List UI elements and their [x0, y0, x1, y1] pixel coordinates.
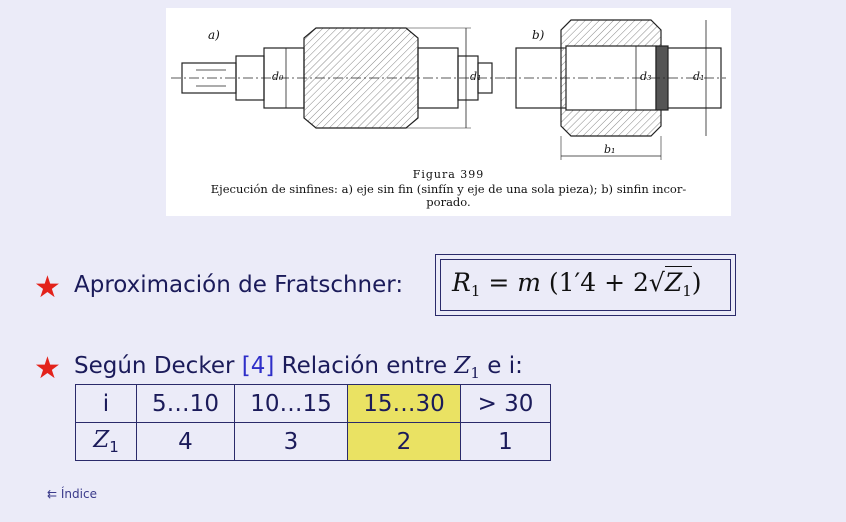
figure-title: Figura 399 [412, 168, 485, 181]
label-a: a) [208, 28, 220, 42]
star-bullet-icon: ★ [34, 351, 61, 386]
formula-eq: = [480, 268, 518, 297]
formula-sqrt-sign: √ [648, 268, 665, 297]
table-cell: 5…10 [137, 385, 235, 423]
decker-table [75, 384, 551, 461]
decker-ref-link[interactable]: [4] [241, 353, 275, 379]
fratschner-label: Aproximación de Fratschner: [74, 272, 404, 298]
table-cell: i [76, 385, 137, 423]
table-cell: 3 [235, 423, 348, 461]
shaft-a-drawing [171, 28, 511, 128]
dim-d3-label: d₃ [640, 70, 652, 83]
decker-middle: Relación entre [274, 353, 455, 379]
table-cell-highlighted: 15…30 [348, 385, 461, 423]
formula-z: Z [664, 268, 683, 297]
formula-open-paren: ( [540, 268, 559, 297]
formula-close-paren: ) [691, 268, 702, 297]
table-row [76, 385, 551, 423]
table-cell: 1 [461, 423, 551, 461]
formula-r-sub: 1 [470, 282, 481, 300]
formula-sqrt-body [664, 266, 692, 300]
decker-line [74, 353, 523, 382]
dim-d1-b-label: d₁ [693, 70, 705, 83]
formula-m: m [517, 268, 541, 297]
table-cell-highlighted: 2 [348, 423, 461, 461]
row-label-sub: 1 [109, 438, 119, 456]
label-b: b) [532, 28, 545, 42]
table-cell: > 30 [461, 385, 551, 423]
table-cell: 10…15 [235, 385, 348, 423]
decker-suffix: e i: [479, 353, 523, 379]
formula-num: 1′4 + 2 [558, 268, 649, 297]
formula-r: R [452, 268, 471, 297]
dim-d1-a-label: d₁ [470, 70, 482, 83]
figure-399 [166, 8, 731, 216]
dim-b1-label: b₁ [604, 143, 616, 156]
fratschner-formula-box [435, 254, 736, 316]
table-cell: 4 [137, 423, 235, 461]
worm-shaft-drawing [166, 8, 731, 168]
fratschner-formula [452, 268, 702, 300]
row-label-z: Z [93, 427, 110, 453]
indice-link[interactable]: ⇇ Índice [47, 487, 97, 501]
figure-caption [170, 183, 727, 209]
table-cell [76, 423, 137, 461]
decker-prefix: Según Decker [74, 353, 242, 379]
table-row [76, 423, 551, 461]
dim-d0-label: d₀ [272, 70, 284, 83]
star-bullet-icon: ★ [34, 270, 61, 305]
formula-z-sub: 1 [682, 282, 692, 300]
decker-z-sub: 1 [470, 364, 480, 382]
caption-line-1: Ejecución de sinfines: a) eje sin fin (sinfín y eje de una sola pieza); b) sinfin incor- [210, 182, 687, 196]
caption-line-2: porado. [426, 195, 471, 209]
decker-z: Z [454, 353, 471, 379]
